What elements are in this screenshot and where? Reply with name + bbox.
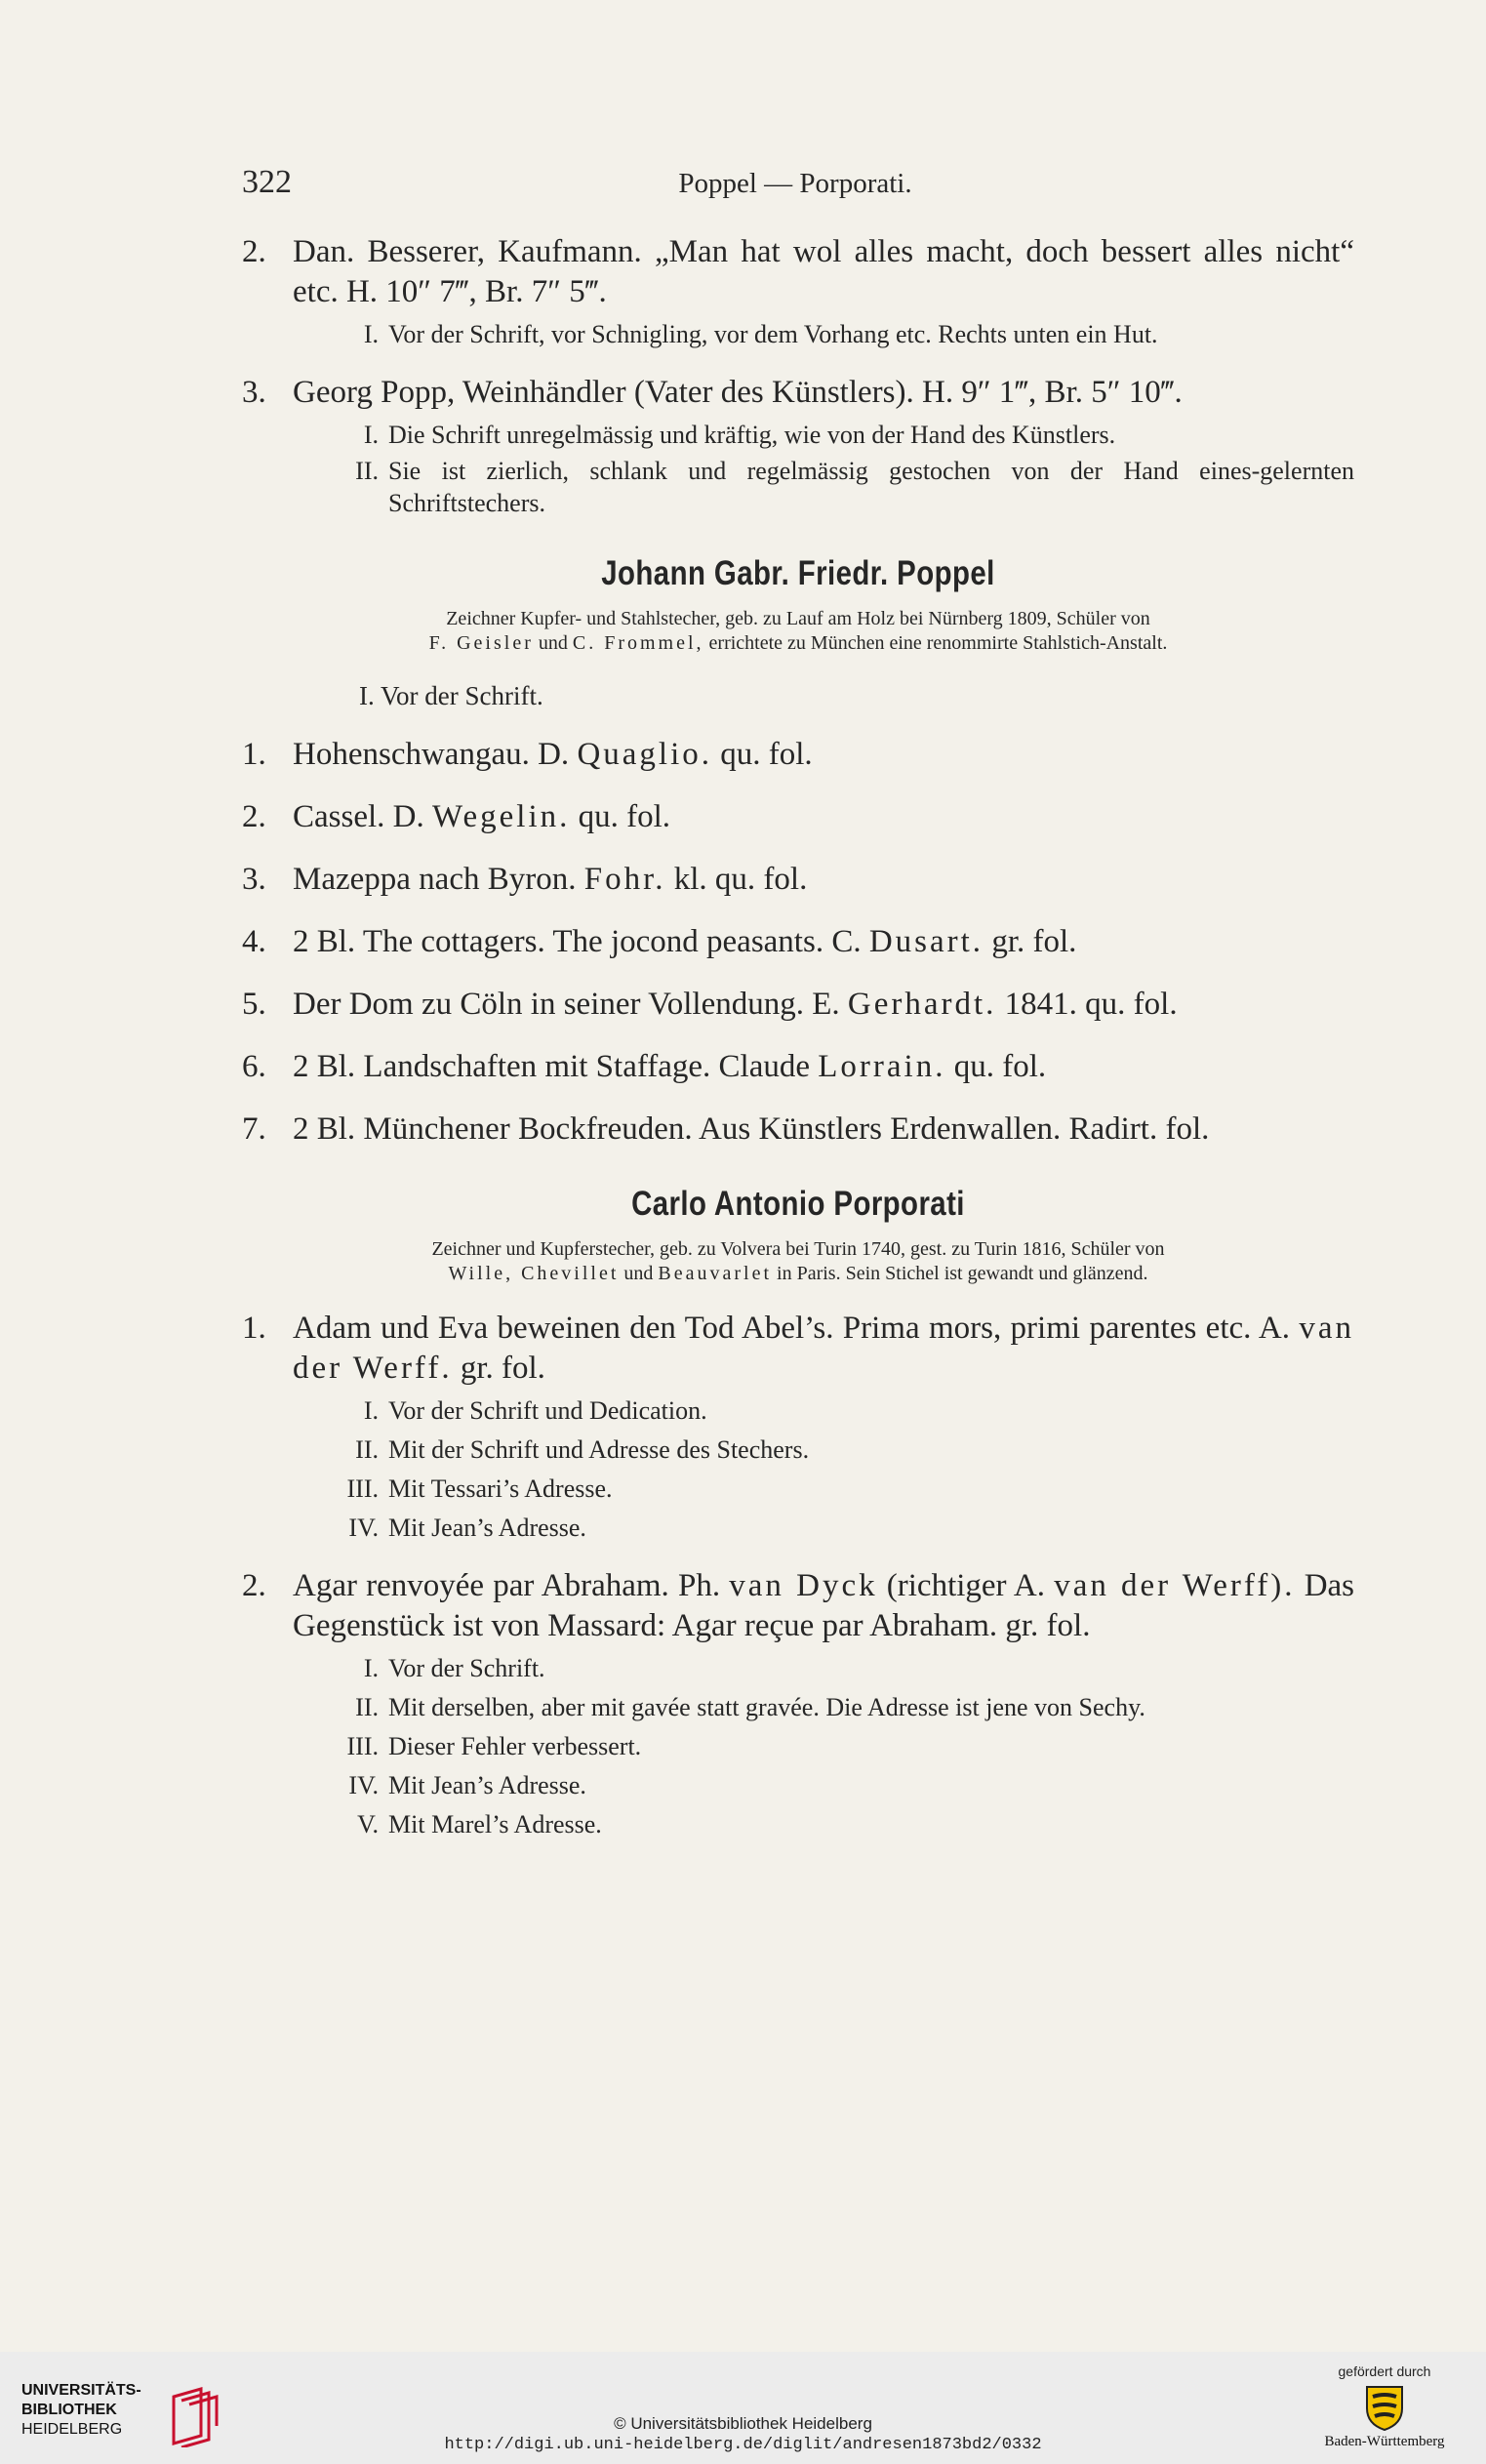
entry-text: Dan. Besserer, Kaufmann. „Man hat wol alles macht, doch bessert alles nicht“ etc. H. 10″ 7‴, Br. 7″ 5‴. xyxy=(293,234,1354,309)
state-note: II. Sie ist zierlich, schlank und regelmässig gestochen von der Hand eines-gelernten Schriftstechers. xyxy=(355,457,1354,517)
state-note: I. Vor der Schrift. xyxy=(363,1654,545,1682)
state-note: IV. Mit Jean’s Adresse. xyxy=(348,1514,586,1542)
catalog-entry: 1. Adam und Eva beweinen den Tod Abel’s. Prima mors, primi parentes etc. A. van der Werff. gr. fol. xyxy=(242,1311,1354,1386)
catalog-entry: 6. 2 Bl. Landschaften mit Staffage. Claude Lorrain. qu. fol. xyxy=(242,1049,1047,1084)
catalog-entry: 1. Hohenschwangau. D. Quaglio. qu. fol. xyxy=(242,737,813,772)
running-head xyxy=(234,164,1356,209)
state-note: I. Vor der Schrift, vor Schnigling, vor dem Vorhang etc. Rechts unten ein Hut. xyxy=(363,320,1158,348)
permalink-url[interactable]: http://digi.ub.uni-heidelberg.de/diglit/andresen1873bd2/0332 xyxy=(444,2436,1042,2454)
catalog-entry: 2. Agar renvoyée par Abraham. Ph. van Dyck (richtiger A. van der Werff). Das Gegenstück ist von Massard: Agar reçue par Abraham. gr. fol. xyxy=(242,1568,1355,1643)
state-crest-icon xyxy=(1357,2383,1412,2432)
state-note: I. Die Schrift unregelmässig und kräftig, wie von der Hand des Künstlers. xyxy=(363,421,1116,449)
catalog-entry: 7. 2 Bl. Münchener Bockfreuden. Aus Künstlers Erdenwallen. Radirt. fol. xyxy=(242,1111,1210,1147)
sponsor-label: gefördert durch xyxy=(1338,2363,1431,2379)
state-note: IV. Mit Jean’s Adresse. xyxy=(348,1771,586,1799)
library-logo[interactable]: UNIVERSITÄTS- BIBLIOTHEK HEIDELBERG xyxy=(21,2381,217,2449)
artist-bio: Zeichner und Kupferstecher, geb. zu Volvera bei Turin 1740, gest. zu Turin 1816, Schüler von Wille, Chevillet und Beauvarlet in Paris. Sein Stichel ist gewandt und glänzend. xyxy=(431,1238,1165,1284)
section-heading: Carlo Antonio Porporati xyxy=(631,1185,965,1223)
catalog-entry: 3. Mazeppa nach Byron. Fohr. kl. qu. fol. xyxy=(242,862,808,897)
catalog-entry: 5. Der Dom zu Cöln in seiner Vollendung. E. Gerhardt. 1841. qu. fol. xyxy=(242,987,1178,1022)
page-content xyxy=(242,232,1354,1840)
state-note: I. Vor der Schrift und Dedication. xyxy=(363,1396,707,1425)
state-note: III. Dieser Fehler verbessert. xyxy=(346,1732,642,1760)
page-number: 322 xyxy=(242,164,292,200)
sponsor-name: Baden-Württemberg xyxy=(1324,2434,1445,2449)
sponsor-block xyxy=(1306,2363,1463,2450)
catalog-entry: 3. Georg Popp, Weinhändler (Vater des Künstlers). H. 9″ 1‴, Br. 5″ 10‴. xyxy=(242,375,1183,410)
catalog-entry: 2. Cassel. D. Wegelin. qu. fol. xyxy=(242,799,671,834)
page-title: Poppel — Porporati. xyxy=(678,168,912,199)
artist-bio: Zeichner Kupfer- und Stahlstecher, geb. zu Lauf am Holz bei Nürnberg 1809, Schüler von F. Geisler und C. Frommel, errichtete zu München eine renommirte Stahlstich-Anstalt. xyxy=(428,608,1168,654)
catalog-entry: 4. 2 Bl. The cottagers. The jocond peasants. C. Dusart. gr. fol. xyxy=(242,924,1077,959)
catalog-entry: 2. Dan. Besserer, Kaufmann. „Man hat wol alles macht, doch bessert alles nicht“ etc. H. 10″ 7‴, Br. 7″ 5‴. xyxy=(242,234,1354,309)
state-note: V. Mit Marel’s Adresse. xyxy=(357,1810,602,1838)
state-note: III. Mit Tessari’s Adresse. xyxy=(346,1474,613,1503)
copyright-notice: © Universitätsbibliothek Heidelberg xyxy=(614,2414,872,2433)
section-heading: Johann Gabr. Friedr. Poppel xyxy=(601,554,995,592)
state-note: II. Mit derselben, aber mit gavée statt gravée. Die Adresse ist jene von Sechy. xyxy=(355,1693,1145,1721)
state-note: II. Mit der Schrift und Adresse des Stechers. xyxy=(355,1435,810,1464)
viewer-footer xyxy=(0,2352,1486,2464)
entry-text: Georg Popp, Weinhändler (Vater des Künstlers). H. 9″ 1‴, Br. 5″ 10‴. xyxy=(293,375,1183,410)
state-note: I. Vor der Schrift. xyxy=(359,681,543,710)
